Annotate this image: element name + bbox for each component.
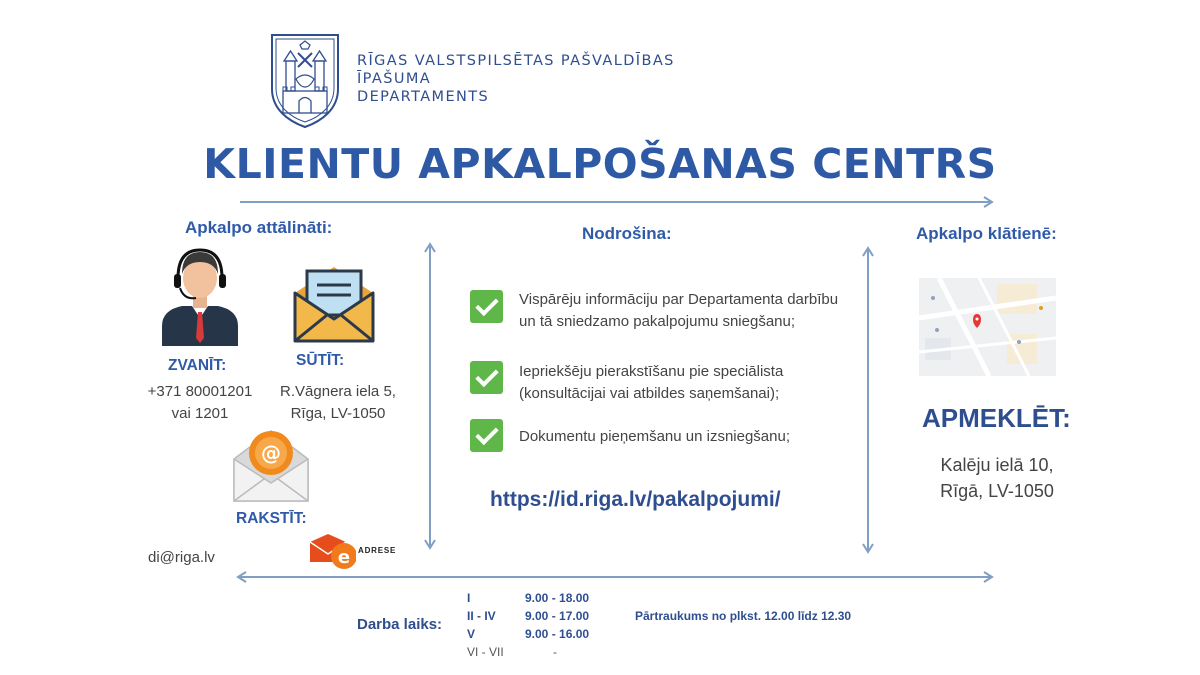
provides-item (470, 361, 829, 405)
logo-line-1: RĪGAS VALSTSPILSĒTAS PAŠVALDĪBAS (357, 53, 675, 69)
hours-days (467, 589, 504, 661)
send-label: SŪTĪT: (296, 352, 345, 369)
visit-address-line-2: Rīgā, LV-1050 (940, 481, 1054, 501)
call-center-agent-icon (158, 248, 242, 346)
visit-address-line-1: Kalēju ielā 10, (940, 455, 1054, 475)
provides-heading: Nodrošina: (582, 224, 672, 243)
checkmark-icon (470, 290, 503, 323)
visit-address (922, 452, 1072, 504)
logo-line-3: DEPARTAMENTS (357, 89, 490, 105)
hours-day: VI - VII (467, 645, 504, 659)
provides-item-text: Vispārēju informāciju par Departamenta darbību un tā sniedzamo pakalpojumu sniegšanu; (519, 291, 839, 330)
checkmark-icon (470, 361, 503, 394)
provides-item-text: Dokumentu pieņemšanu un izsniegšanu; (519, 428, 791, 445)
provides-item (470, 290, 839, 333)
page-title: KLIENTU APKALPOŠANAS CENTRS (203, 140, 997, 188)
send-info (268, 381, 408, 425)
phone-short: vai 1201 (171, 405, 229, 422)
hours-time: - (553, 645, 557, 659)
write-label: RAKSTĪT: (236, 510, 307, 527)
remote-heading: Apkalpo attālināti: (185, 218, 333, 237)
inperson-heading: Apkalpo klātienē: (916, 224, 1057, 243)
hours-time: 9.00 - 17.00 (525, 609, 590, 623)
break-info: Pārtraukums no plkst. 12.00 līdz 12.30 (635, 609, 852, 623)
phone-number[interactable]: +371 80001201 (147, 383, 253, 400)
email-address[interactable]: di@riga.lv (148, 549, 215, 566)
svg-text:@: @ (261, 441, 281, 465)
call-info (134, 381, 266, 425)
e-adrese-logo-icon (308, 532, 356, 572)
e-adrese-label: ADRESE (358, 546, 397, 555)
logo-line-2: ĪPAŠUMA (357, 71, 432, 87)
provides-item (470, 419, 839, 452)
hours-day: V (467, 627, 476, 641)
visit-label: APMEKLĒT: (922, 403, 1071, 433)
hours-time: 9.00 - 18.00 (525, 591, 590, 605)
services-link[interactable]: https://id.riga.lv/pakalpojumi/ (490, 488, 781, 511)
checkmark-icon (470, 419, 503, 452)
call-label: ZVANĪT: (168, 357, 227, 374)
send-address-line-1: R.Vāgnera iela 5, (280, 383, 396, 400)
svg-text:e: e (337, 547, 351, 568)
hours-times (525, 589, 589, 661)
location-map[interactable] (919, 278, 1056, 376)
email-at-icon (230, 425, 312, 505)
provides-item-text: Iepriekšēju pierakstīšanu pie speciālista (konsultācijai vai atbildes saņemšanai); (519, 363, 784, 402)
hours-day: I (467, 591, 471, 605)
send-address-line-2: Rīga, LV-1050 (290, 405, 386, 422)
hours-day: II - IV (467, 609, 496, 623)
envelope-letter-icon (291, 263, 377, 345)
hours-label: Darba laiks: (357, 616, 443, 633)
hours-time: 9.00 - 16.00 (525, 627, 590, 641)
